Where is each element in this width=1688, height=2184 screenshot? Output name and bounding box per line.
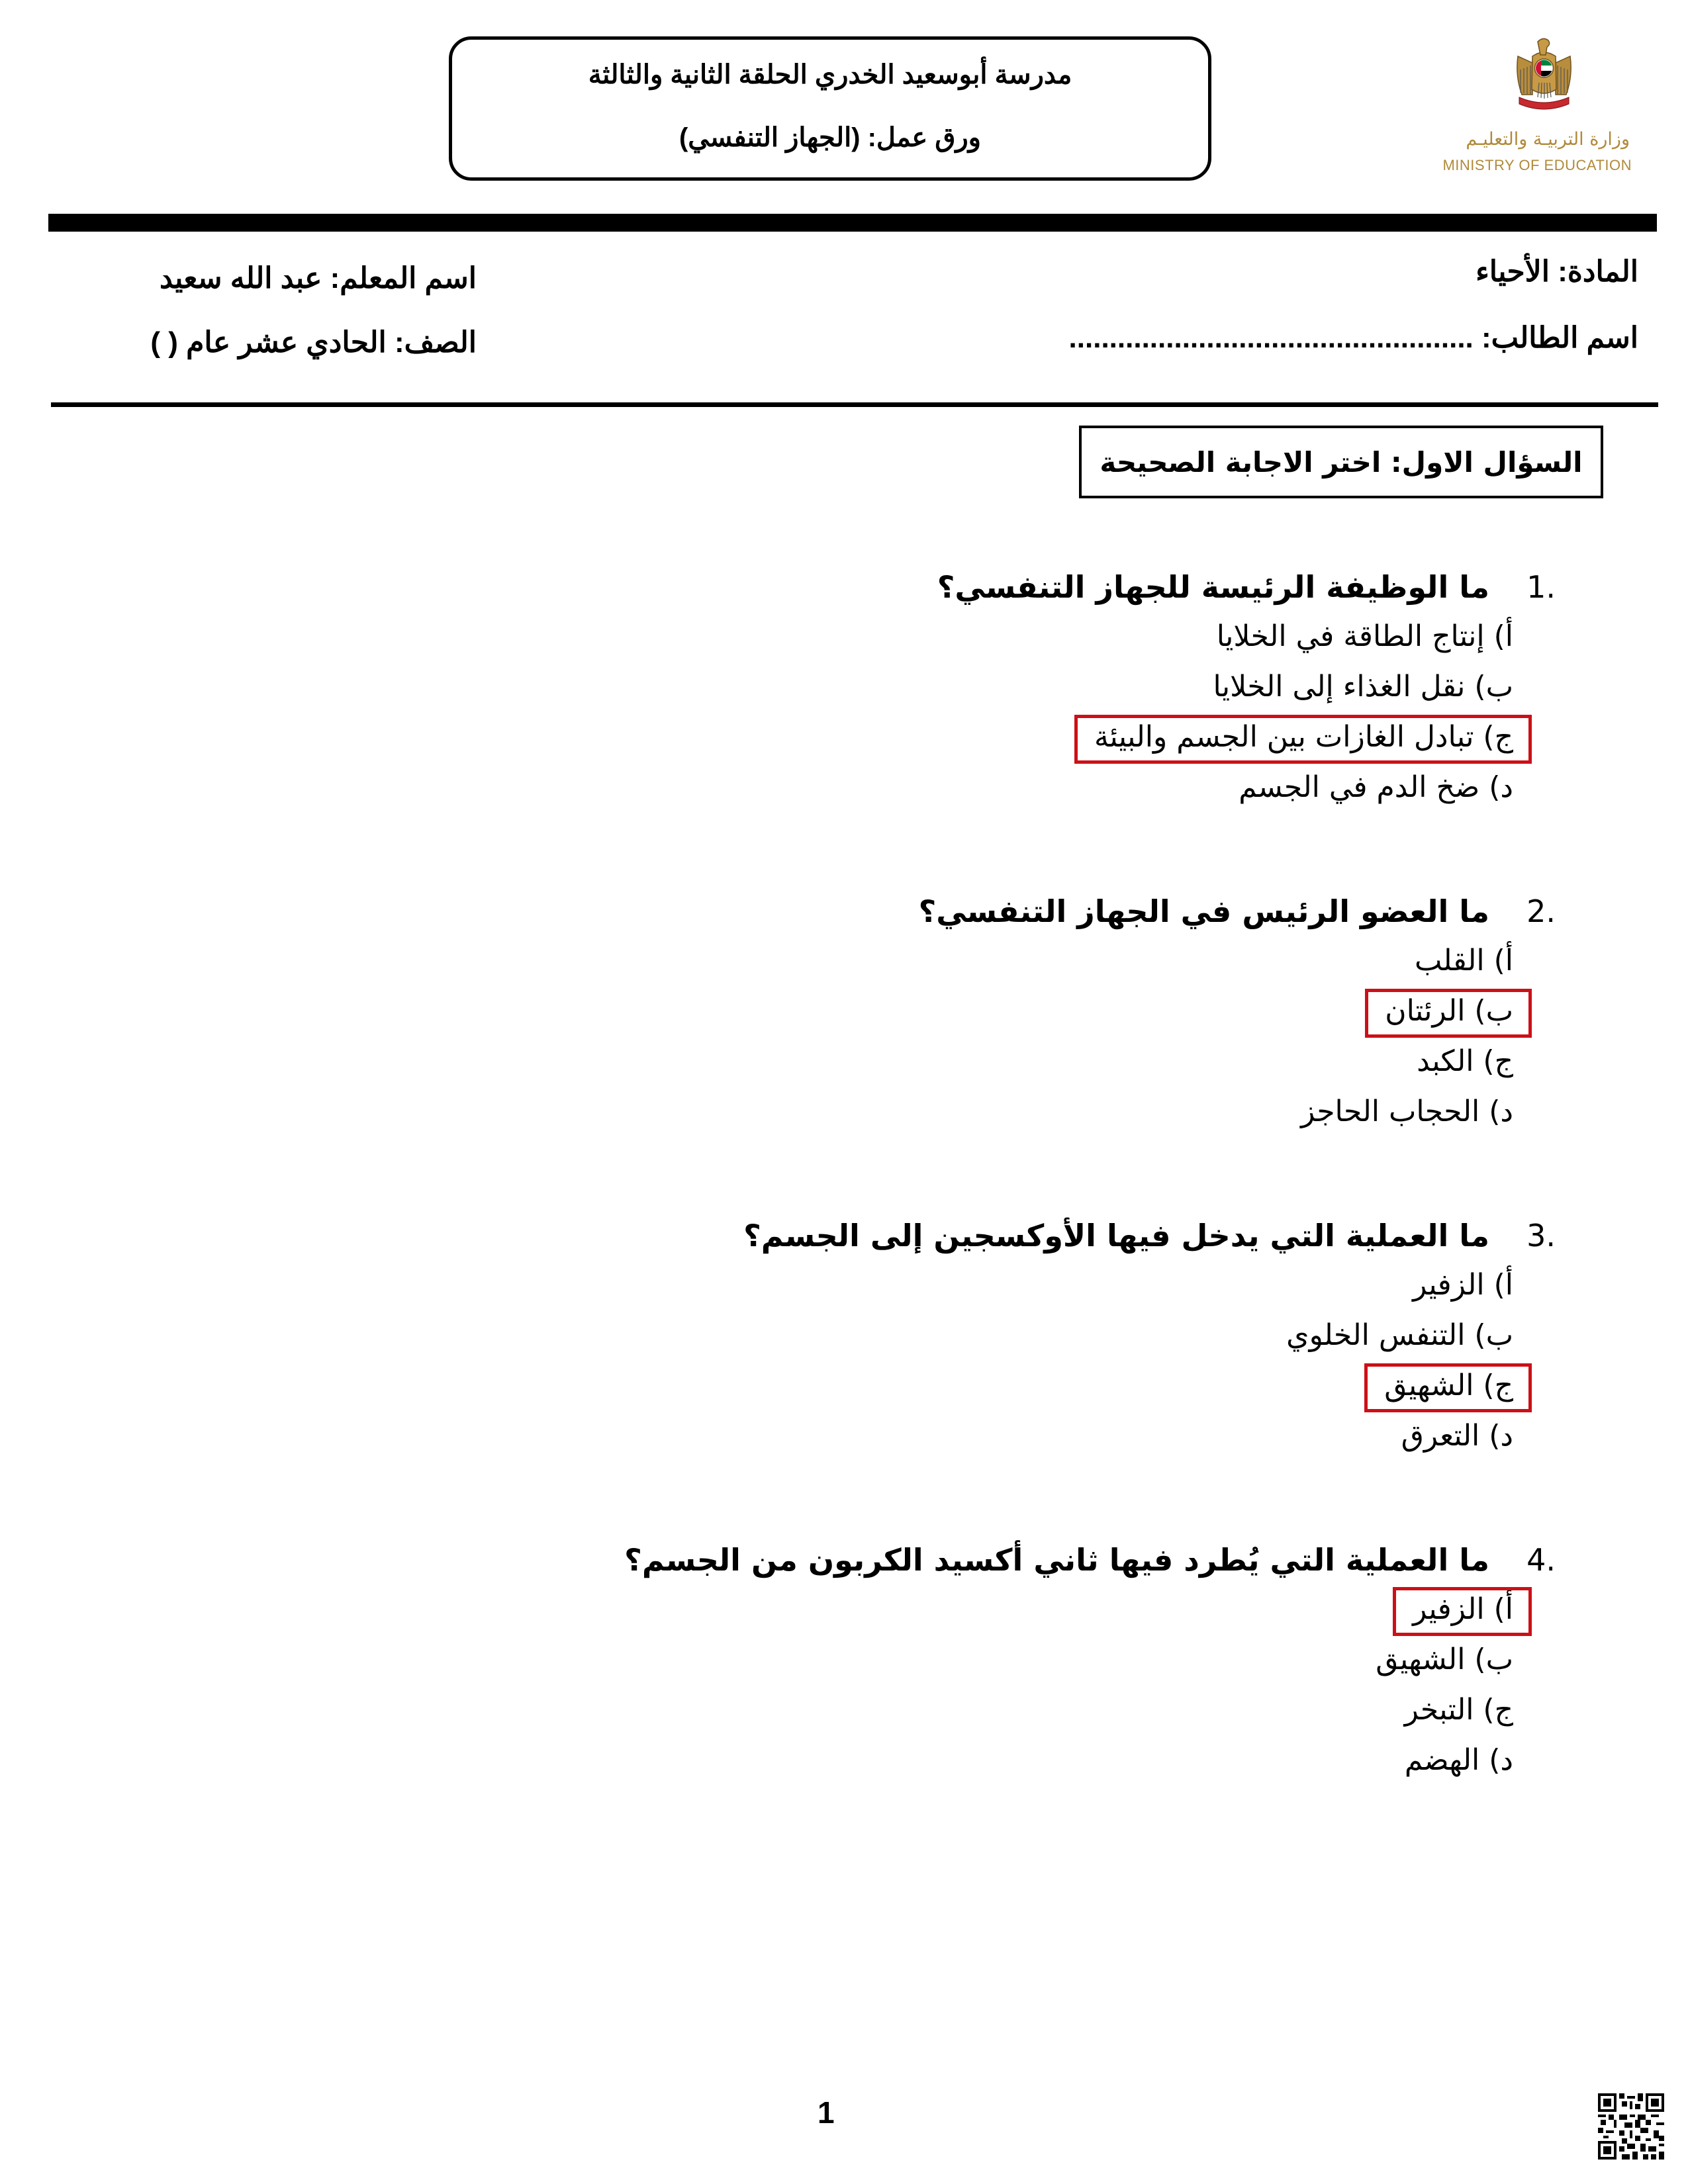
class-field: الصف: الحادي عشر عام ( ) <box>150 326 477 359</box>
option-d[interactable]: د) الهضم <box>1404 1743 1513 1777</box>
question-2 <box>919 887 1556 1137</box>
ministry-logo <box>1443 36 1642 182</box>
ministry-name-ar: وزارة التربيـة والتعليـم <box>1466 129 1630 150</box>
info-divider <box>51 402 1658 407</box>
option-b[interactable]: ب) التنفس الخلوي <box>1286 1318 1513 1352</box>
worksheet-title: ورق عمل: (الجهاز التنفسي) <box>679 123 981 152</box>
options-list <box>919 936 1556 1137</box>
question-text <box>937 563 1556 612</box>
question-1 <box>937 563 1556 813</box>
option-a[interactable]: أ) الزفير <box>1413 1268 1513 1302</box>
option-d[interactable]: د) الحجاب الحاجز <box>1301 1095 1513 1128</box>
option-d[interactable]: د) التعرق <box>1401 1419 1513 1453</box>
question-3 <box>743 1211 1556 1461</box>
question-text <box>743 1211 1556 1260</box>
question-label: ما العملية التي يدخل فيها الأوكسجين إلى الجسم؟ <box>743 1218 1489 1253</box>
question-number: 1. <box>1526 569 1556 605</box>
option-b[interactable]: ب) نقل الغذاء إلى الخلايا <box>1213 670 1513 704</box>
option-a[interactable]: أ) إنتاج الطاقة في الخلايا <box>1216 619 1513 653</box>
question-text <box>624 1535 1556 1584</box>
option-a[interactable]: أ) القلب <box>1414 944 1513 978</box>
option-c[interactable]: ج) التبخر <box>1404 1693 1513 1727</box>
question-label: ما العضو الرئيس في الجهاز التنفسي؟ <box>918 893 1489 929</box>
teacher-name-field: اسم المعلم: عبد الله سعيد <box>160 262 477 295</box>
school-name: مدرسة أبوسعيد الخدري الحلقة الثانية والثالثة <box>588 60 1072 89</box>
student-name-field[interactable]: اسم الطالب: .................................................. <box>1068 322 1638 354</box>
option-b[interactable]: ب) الشهيق <box>1376 1643 1513 1676</box>
question-label: ما الوظيفة الرئيسة للجهاز التنفسي؟ <box>937 569 1489 605</box>
options-list <box>743 1260 1556 1461</box>
qr-code-icon <box>1598 2093 1664 2160</box>
question-number: 3. <box>1526 1218 1556 1253</box>
section-title: السؤال الاول: اختر الاجابة الصحيحة <box>1079 426 1603 498</box>
option-b-correct-answer[interactable]: ب) الرئتان <box>1385 986 1513 1036</box>
subject-field: المادة: الأحياء <box>1476 255 1638 288</box>
question-number: 4. <box>1526 1542 1556 1578</box>
question-4 <box>624 1535 1556 1786</box>
question-number: 2. <box>1526 893 1556 929</box>
option-c-correct-answer[interactable]: ج) تبادل الغازات بين الجسم والبيئة <box>1094 712 1513 762</box>
options-list <box>937 612 1556 813</box>
option-a-correct-answer[interactable]: أ) الزفير <box>1413 1584 1513 1635</box>
question-text <box>919 887 1556 936</box>
option-c[interactable]: ج) الكبد <box>1417 1044 1513 1078</box>
options-list <box>624 1584 1556 1786</box>
uae-emblem-icon <box>1513 36 1575 113</box>
option-c-correct-answer[interactable]: ج) الشهيق <box>1384 1361 1513 1411</box>
header-divider <box>48 214 1657 232</box>
worksheet-title-box <box>449 36 1211 181</box>
ministry-name-en: MINISTRY OF EDUCATION <box>1442 157 1632 173</box>
page-number: 1 <box>818 2095 835 2130</box>
option-d[interactable]: د) ضخ الدم في الجسم <box>1239 770 1513 804</box>
question-label: ما العملية التي يُطرد فيها ثاني أكسيد الكربون من الجسم؟ <box>624 1542 1489 1578</box>
